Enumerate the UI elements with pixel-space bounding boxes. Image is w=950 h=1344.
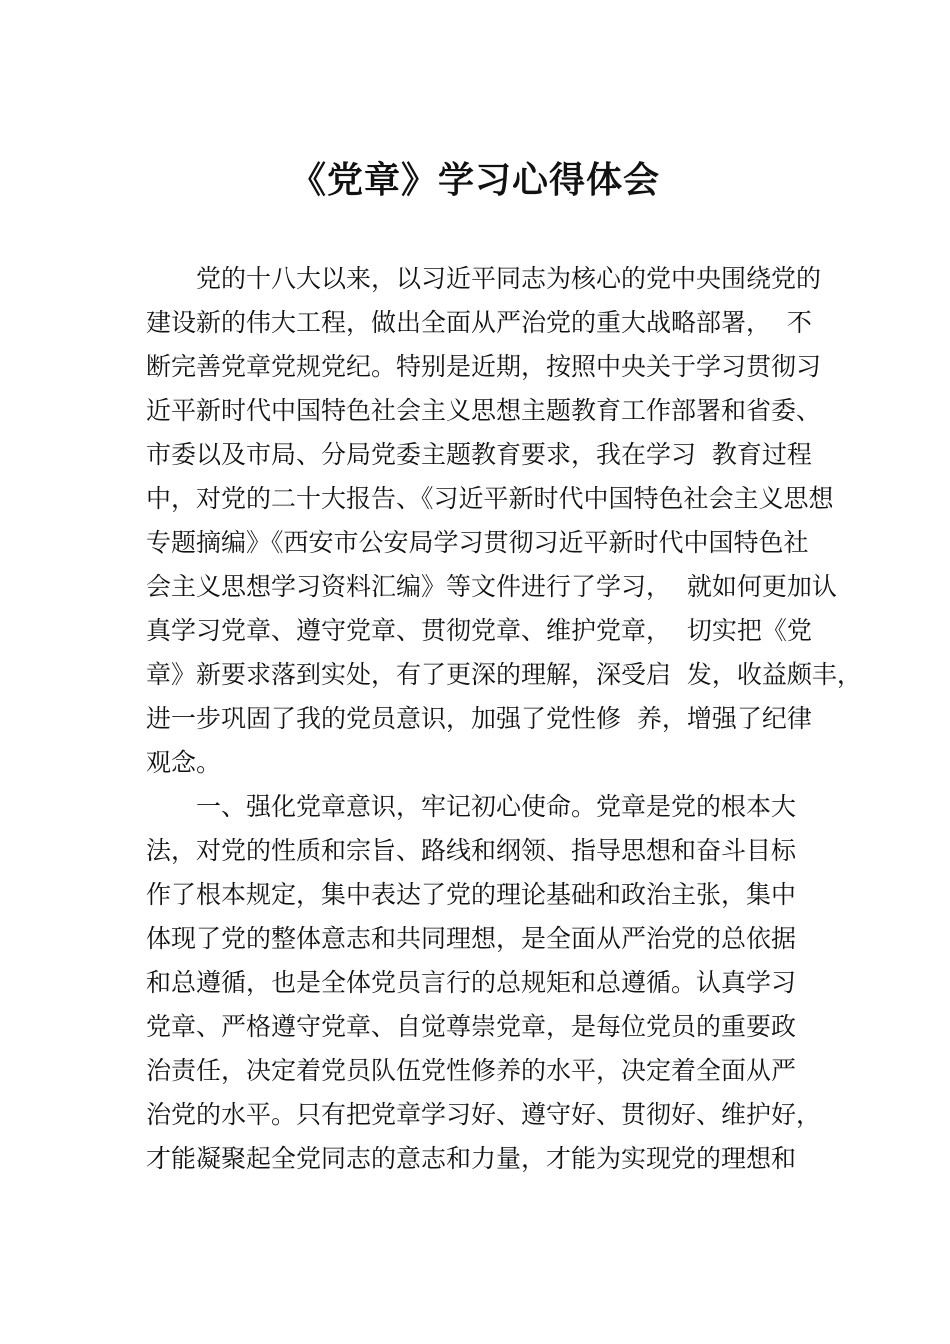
text-line: 进一步巩固了我的党员意识，加强了党性修 养，增强了纪律 bbox=[146, 704, 812, 733]
text-line: 体现了党的整体意志和共同理想，是全面从严治党的总依据 bbox=[146, 924, 797, 953]
text-line: 近平新时代中国特色社会主义思想主题教育工作部署和省委、 bbox=[146, 396, 822, 425]
text-line: 会主义思想学习资料汇编》等文件进行了学习， 就如何更加认 bbox=[146, 572, 837, 601]
text-line: 观念。 bbox=[146, 748, 222, 777]
text-line: 和总遵循，也是全体党员言行的总规矩和总遵循。认真学习 bbox=[146, 968, 797, 997]
text-line: 中，对党的二十大报告、《习近平新时代中国特色社会主义思想 bbox=[146, 484, 834, 513]
text-line: 作了根本规定，集中表达了党的理论基础和政治主张，集中 bbox=[146, 880, 797, 909]
document-title: 《党章》学习心得体会 bbox=[289, 159, 660, 201]
text-line: 治责任，决定着党员队伍党性修养的水平，决定着全面从严 bbox=[146, 1056, 797, 1085]
text-line: 市委以及市局、分局党委主题教育要求，我在学习 教育过程 bbox=[146, 440, 812, 469]
text-line: 专题摘编》《西安市公安局学习贯彻习近平新时代中国特色社 bbox=[146, 528, 809, 557]
text-line: 章》新要求落到实处，有了更深的理解，深受启 发，收益颇丰， bbox=[146, 660, 862, 689]
text-line: 才能凝聚起全党同志的意志和力量，才能为实现党的理想和 bbox=[146, 1144, 797, 1173]
text-line: 法，对党的性质和宗旨、路线和纲领、指导思想和奋斗目标 bbox=[146, 836, 797, 865]
text-line: 治党的水平。只有把党章学习好、遵守好、贯彻好、维护好， bbox=[146, 1100, 822, 1129]
text-line: 建设新的伟大工程，做出全面从严治党的重大战略部署， 不 bbox=[146, 308, 812, 337]
text-line: 断完善党章党规党纪。特别是近期，按照中央关于学习贯彻习 bbox=[146, 352, 822, 381]
text-line: 党的十八大以来，以习近平同志为核心的党中央围绕党的 bbox=[146, 264, 822, 293]
text-line: 真学习党章、遵守党章、贯彻党章、维护党章， 切实把《党 bbox=[146, 616, 812, 645]
text-line: 一、强化党章意识，牢记初心使命。党章是党的根本大 bbox=[146, 792, 797, 821]
text-line: 党章、严格遵守党章、自觉尊崇党章，是每位党员的重要政 bbox=[146, 1012, 797, 1041]
